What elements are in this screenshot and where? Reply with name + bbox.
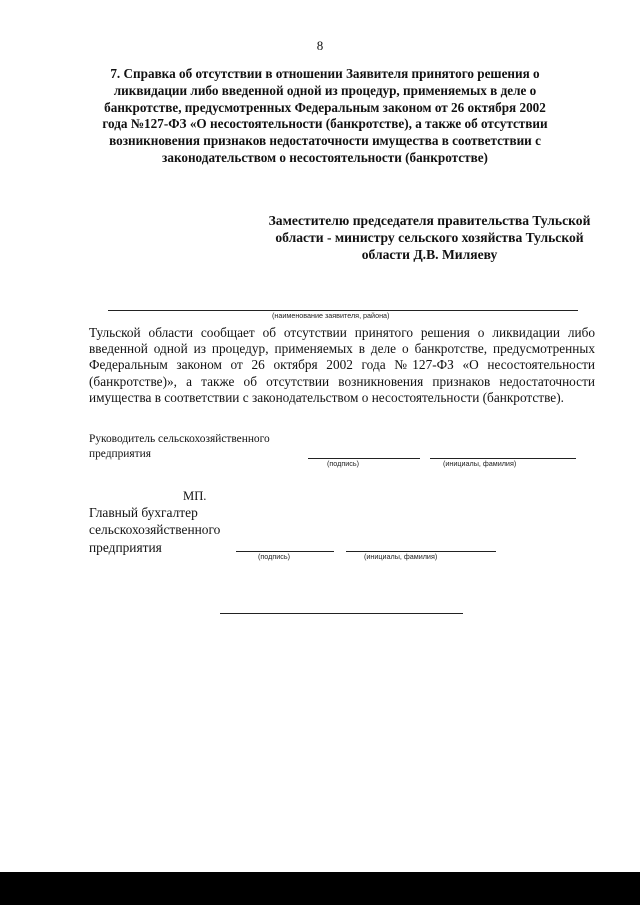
chief-label-line3: предприятия	[89, 539, 162, 555]
chief-signature-caption: (подпись)	[258, 552, 290, 561]
head-signature-label	[89, 432, 270, 462]
page-number: 8	[316, 38, 324, 53]
body-text: Тульской области сообщает об отсутствии принятого решения о ликвидации либо введенной одной из процедур, применяемых в деле о банкротстве, предусмотренных Федеральным законом от 26 октября 2002 года №127-ФЗ «О несостоятельности (банкротстве)», а также об отсутствии возникновения признаков недостаточности имущества в соответствии с законодательством о несостоятельности (банкротстве).	[89, 325, 595, 405]
stamp-mark: МП.	[183, 489, 207, 503]
document-title: 7. Справка об отсутствии в отношении Заявителя принятого решения о ликвидации либо введенной одной из процедур, применяемых в деле о банкротстве, предусмотренных Федеральным законом от 26 октября 2002 года №127-ФЗ «О несостоятельности (банкротстве), а также об отсутствии возникновения признаков недостаточности имущества в соответствии с законодательством о несостоятельности (банкротстве)	[102, 66, 548, 165]
chief-name-caption: (инициалы, фамилия)	[364, 552, 438, 561]
head-signature-line	[308, 458, 420, 459]
applicant-name-caption: (наименование заявителя, района)	[272, 311, 390, 320]
chief-label-line1: Главный бухгалтер	[89, 505, 198, 520]
head-label-line2: предприятия	[89, 448, 151, 460]
bottom-separator-line	[220, 613, 463, 614]
head-label-line1: Руководитель сельскохозяйственного	[89, 433, 270, 445]
chief-accountant-label	[89, 504, 220, 556]
head-name-caption: (инициалы, фамилия)	[443, 459, 517, 468]
addressee-block: Заместителю председателя правительства Тульской области - министру сельского хозяйства Тульской области Д.В. Миляеву	[268, 213, 591, 263]
chief-label-line2: сельскохозяйственного	[89, 522, 221, 538]
scan-bottom-band	[0, 872, 640, 905]
head-signature-caption: (подпись)	[327, 459, 359, 468]
